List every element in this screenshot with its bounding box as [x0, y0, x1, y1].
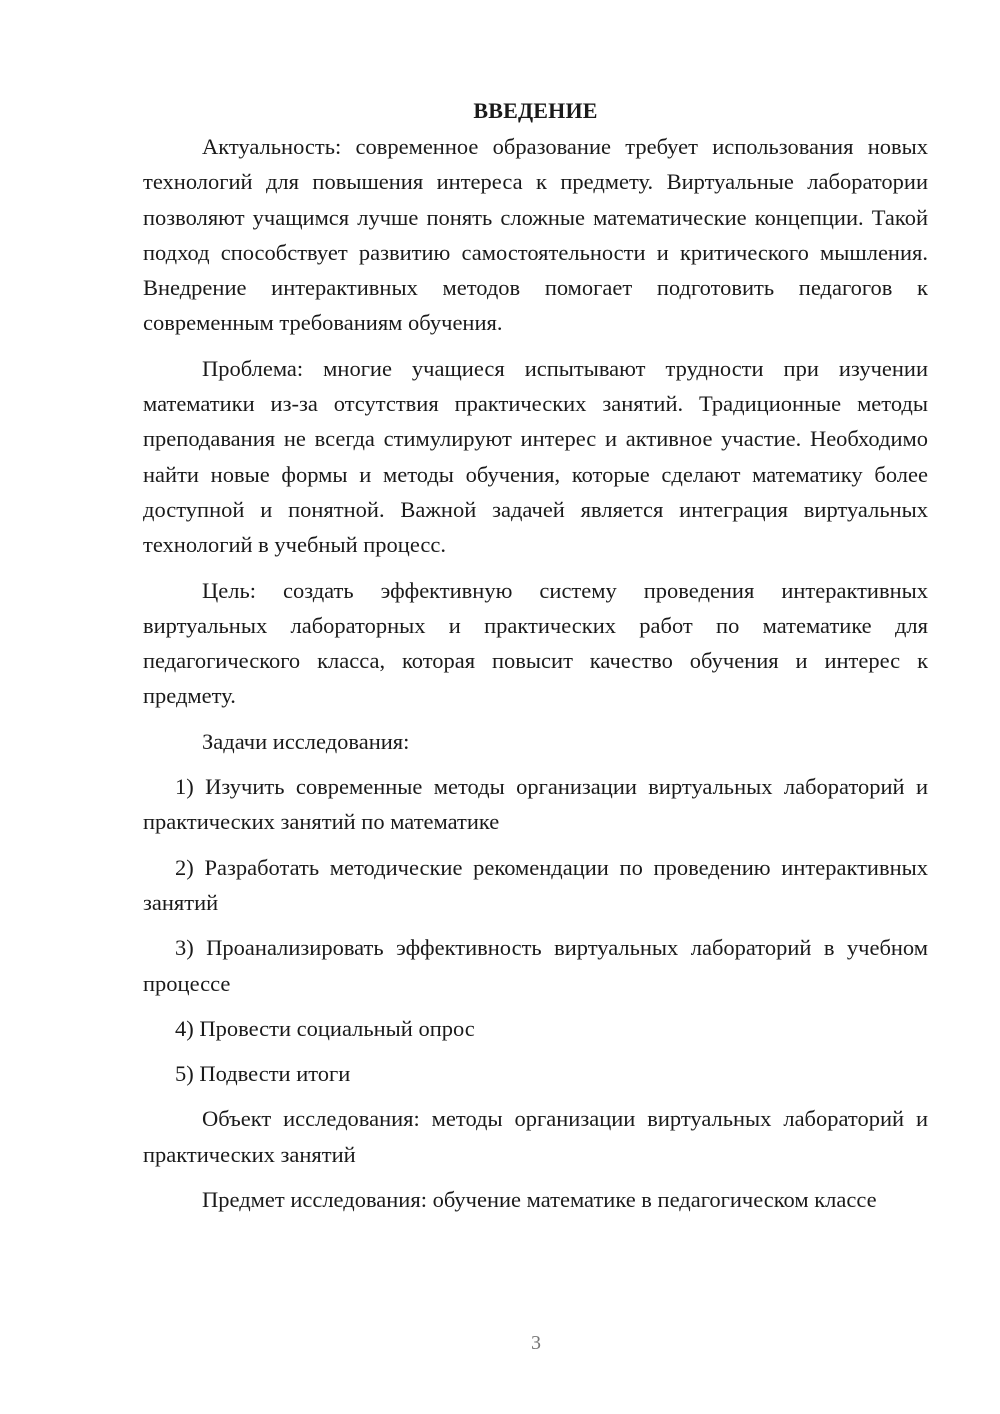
tasks-heading: Задачи исследования: — [202, 728, 410, 754]
paragraph-object: Объект исследования: методы организации виртуальных лабораторий и практических занятий — [143, 1106, 928, 1167]
task-item-3: 3) Проанализировать эффективность виртуальных лабораторий в учебном процессе — [143, 935, 928, 996]
paragraph-subject: Предмет исследования: обучение математике в педагогическом классе — [202, 1187, 877, 1213]
section-title: ВВЕДЕНИЕ — [473, 98, 598, 123]
paragraph-relevance: Актуальность: современное образование требует использования новых технологий для повышения интереса к предмету. Виртуальные лаборатории позволяют учащимся лучше понять сложные математические концепции. Такой подход способствует развитию самостоятельности и критического мышления. Внедрение интерактивных методов помогает подготовить педагогов к современным требованиям обучения. — [143, 134, 928, 336]
task-item-2: 2) Разработать методические рекомендации по проведению интерактивных занятий — [143, 854, 928, 915]
document-page — [143, 95, 928, 1227]
page-number: 3 — [531, 1332, 541, 1354]
paragraph-goal: Цель: создать эффективную систему проведения интерактивных виртуальных лабораторных и практических работ по математике для педагогического класса, которая повысит качество обучения и интерес к предмету. — [143, 577, 928, 709]
task-item-1: 1) Изучить современные методы организации виртуальных лабораторий и практических занятий по математике — [143, 774, 928, 835]
task-item-4: 4) Провести социальный опрос — [175, 1015, 475, 1041]
task-item-5: 5) Подвести итоги — [175, 1061, 351, 1087]
paragraph-problem: Проблема: многие учащиеся испытывают трудности при изучении математики из-за отсутствия практических занятий. Традиционные методы преподавания не всегда стимулируют интерес и активное участие. Необходимо найти новые формы и методы обучения, которые сделают математику более доступной и понятной. Важной задачей является интеграция виртуальных технологий в учебный процесс. — [143, 355, 928, 558]
